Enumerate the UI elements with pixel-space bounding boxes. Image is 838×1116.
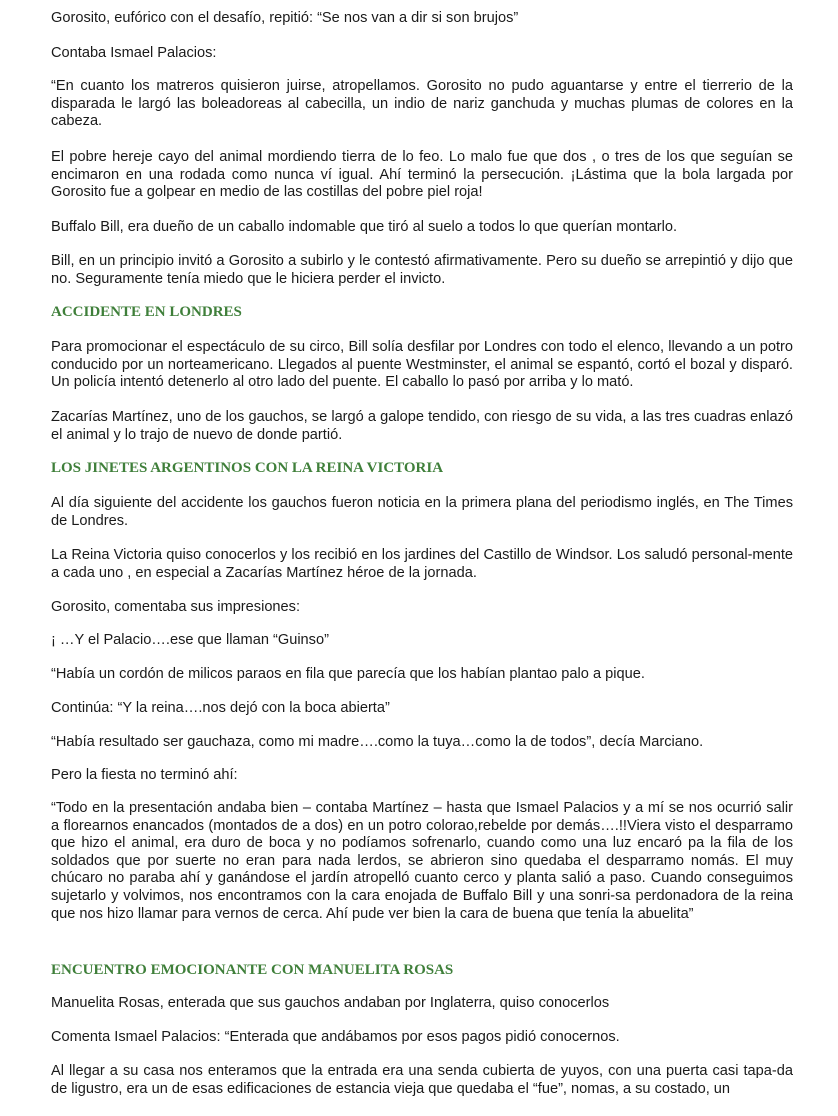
paragraph: Buffalo Bill, era dueño de un caballo indomable que tiró al suelo a todos lo que querían montarlo. (51, 219, 678, 235)
paragraph: Para promocionar el espectáculo de su circo, Bill solía desfilar por Londres con todo el elenco, llevando a un potro conducido por un norteamericano. Llegados al puente Westminster, el animal se espantó, cortó el bozal y disparó. Un policía intentó detenerlo al otro lado del puente. El caballo lo pasó por arriba y lo mató. (51, 339, 793, 391)
paragraph: Al día siguiente del accidente los gauchos fueron noticia en la primera plana del periodismo inglés, en The Times de Londres. (51, 495, 793, 529)
paragraph: La Reina Victoria quiso conocerlos y los recibió en los jardines del Castillo de Windsor. Los saludó personal-mente a cada uno , en especial a Zacarías Martínez héroe de la jornada. (51, 547, 793, 581)
section-heading: ACCIDENTE EN LONDRES (51, 304, 242, 320)
paragraph: ¡ …Y el Palacio….ese que llaman “Guinso” (51, 632, 329, 648)
paragraph: Manuelita Rosas, enterada que sus gauchos andaban por Inglaterra, quiso conocerlos (51, 995, 610, 1011)
paragraph: “Había un cordón de milicos paraos en fila que parecía que los habían plantao palo a pique. (51, 666, 645, 682)
paragraph: Continúa: “Y la reina….nos dejó con la boca abierta” (51, 700, 390, 716)
paragraph: Pero la fiesta no terminó ahí: (51, 767, 238, 783)
paragraph: Gorosito, eufórico con el desafío, repitió: “Se nos van a dir si son brujos” (51, 10, 519, 26)
paragraph: Contaba Ismael Palacios: (51, 45, 217, 61)
paragraph: Bill, en un principio invitó a Gorosito a subirlo y le contestó afirmativamente. Pero su dueño se arrepintió y dijo que no. Seguramente tenía miedo que le hiciera perder el invicto. (51, 253, 793, 287)
paragraph: Zacarías Martínez, uno de los gauchos, se largó a galope tendido, con riesgo de su vida, a las tres cuadras enlazó el animal y lo trajo de nuevo de donde partió. (51, 409, 793, 443)
section-heading: LOS JINETES ARGENTINOS CON LA REINA VICTORIA (51, 460, 444, 476)
paragraph: “Todo en la presentación andaba bien – contaba Martínez – hasta que Ismael Palacios y a mí se nos ocurrió salir a florearnos enancados (montados de a dos) en un potro colorao,rebelde por demás….!!Viera visto el desparramo que hizo el animal, era duro de boca y no podíamos sofrenarlo, cuando como una luz encaró pa la fila de los soldados que por suerte no eran para nada lerdos, se abrieron sino quedaba el desparramo nomás. El muy chúcaro no paraba ahí y ganándose el jardín atropelló cuanto cerco y planta salió a paso. Cuando conseguimos sujetarlo y volvimos, nos encontramos con la cara enojada de Buffalo Bill y una sonri-sa perdonadora de la reina que nos hizo llamar para vernos de cerca. Ahí pude ver bien la cara de buena que tenía la abuelita” (51, 800, 793, 922)
paragraph: El pobre hereje cayo del animal mordiendo tierra de lo feo. Lo malo fue que dos , o tres de los que seguían se encimaron en una rodada como nunca ví igual. Ahí terminó la persecución. ¡Lástima que la bola largada por Gorosito fue a golpear en medio de las costillas del pobre piel roja! (51, 149, 793, 201)
paragraph: “Había resultado ser gauchaza, como mi madre….como la tuya…como la de todos”, decía Marciano. (51, 734, 704, 750)
paragraph: Al llegar a su casa nos enteramos que la entrada era una senda cubierta de yuyos, con una puerta casi tapa-da de ligustro, era un de esas edificaciones de estancia vieja que quedaba el “fue”, nomas, a su costado, un (51, 1063, 793, 1097)
paragraph: Comenta Ismael Palacios: “Enterada que andábamos por esos pagos pidió conocernos. (51, 1029, 620, 1045)
paragraph: “En cuanto los matreros quisieron juirse, atropellamos. Gorosito no pudo aguantarse y entre el tierrerio de la disparada le largó las boleadoreas al cabecilla, un indio de nariz ganchuda y muchas plumas de colores en la cabeza. (51, 78, 793, 130)
paragraph: Gorosito, comentaba sus impresiones: (51, 599, 301, 615)
section-heading: ENCUENTRO EMOCIONANTE CON MANUELITA ROSAS (51, 962, 454, 978)
